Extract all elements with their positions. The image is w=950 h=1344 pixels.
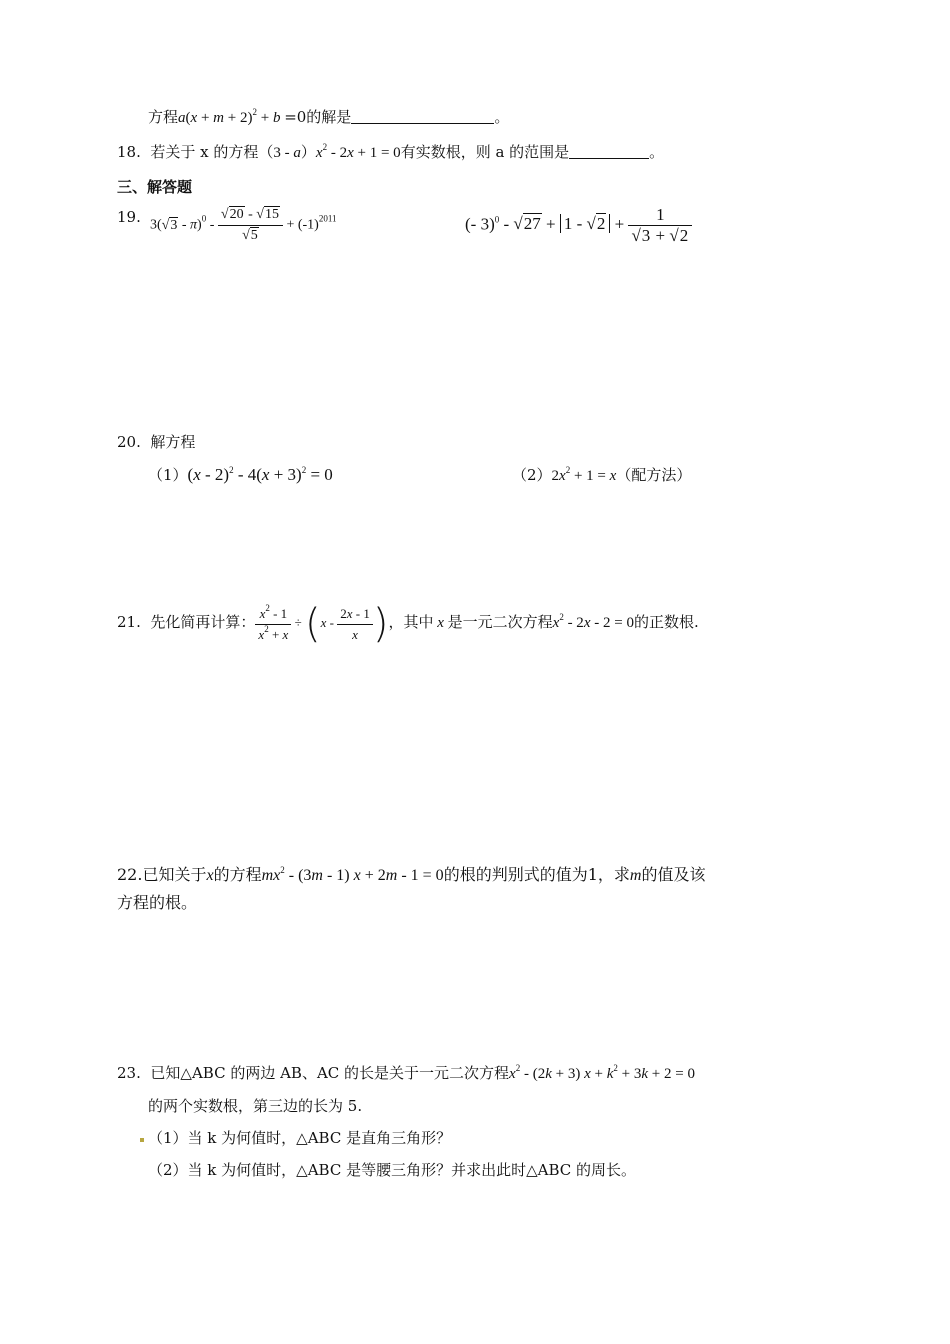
q22-text-b: 的方程 xyxy=(213,865,262,884)
q22-var-x: x xyxy=(206,867,214,884)
q19-expression-1: 3(√3 - π)$^0$ - $\frac{√20 - √15}{√5}$ + $(-1)^{2011}$ xyxy=(150,205,337,246)
q20-part2-note: （配方法） xyxy=(616,466,692,484)
q20-part1-equation: $(x - 2)^2 - 4(x + 3)^2 = 0$ xyxy=(187,465,333,484)
q18-equation: $x^2 - 2x + 1 = 0$ xyxy=(315,142,401,161)
q17-prefix: 方程 xyxy=(148,108,179,126)
q22-line-1 xyxy=(117,865,705,886)
q21-line xyxy=(117,600,699,646)
q19-fraction: $\frac{√20 - √15}{√5}$ xyxy=(218,205,283,246)
q20-part2-label: （2） xyxy=(512,466,552,484)
q23-equation: $x^2 - (2k + 3) x + k^2 + 3k + 2 = 0$ xyxy=(509,1063,695,1082)
q21-equation: $x^2 - 2x - 2 = 0$ xyxy=(552,612,634,631)
q22-number: 22. xyxy=(117,865,143,884)
q18-text-c: 有实数根，则 a 的范围是 xyxy=(400,143,570,161)
q21-var-x: x xyxy=(433,615,448,631)
q18-number: 18. xyxy=(117,143,141,161)
q17-line xyxy=(148,107,509,128)
q17-answer-blank[interactable] xyxy=(351,109,494,124)
q17-end: 。 xyxy=(494,108,510,126)
q23-part2: （2）当 k 为何值时，△ABC 是等腰三角形？并求出此时△ABC 的周长。 xyxy=(148,1161,637,1179)
q21-text-b: ，其中 xyxy=(388,613,434,631)
q20-part1-label: （1） xyxy=(148,466,188,484)
q21-number: 21. xyxy=(117,613,141,631)
q18-line xyxy=(117,142,664,163)
q21-text-a: 先化简再计算： xyxy=(150,613,256,631)
q20-part2 xyxy=(512,465,691,486)
q23-part1: （1）当 k 为何值时，△ABC 是直角三角形？ xyxy=(148,1129,452,1147)
q20-number: 20. xyxy=(117,433,141,451)
q20-part1 xyxy=(148,465,333,485)
q20-title: 解方程 xyxy=(150,433,196,451)
q20-title-line xyxy=(117,432,195,452)
q22-line-2: 方程的根。 xyxy=(117,893,198,912)
q18-answer-blank[interactable] xyxy=(569,144,649,159)
q23-line-2: 的两个实数根，第三边的长为 5. xyxy=(148,1097,363,1115)
q21-text-d: 的正数根. xyxy=(633,613,699,631)
q17-equation: $a(x + m + 2)^2 + b$ xyxy=(178,107,281,126)
q22-var-m: m xyxy=(629,867,642,884)
q22-text-c: 的根的判别式的值为1，求 xyxy=(443,865,630,884)
q23-line-1 xyxy=(117,1063,695,1084)
section-heading: 三、解答题 xyxy=(117,178,193,196)
q18-text-a: 若关于 x 的方程（ xyxy=(150,143,274,161)
q18-text-b: ） xyxy=(300,143,316,161)
q18-end: 。 xyxy=(649,143,665,161)
q22-text-a: 已知关于 xyxy=(142,865,207,884)
q18-coef: 3 - a xyxy=(273,145,301,161)
q21-expression: $\frac{x^2 - 1}{x^2 + x}$ ÷ (x - $\frac{2x - 1}{x}$ ) xyxy=(255,615,388,630)
q17-suffix: =0的解是 xyxy=(284,108,352,126)
q23-text-a: 已知△ABC 的两边 AB、AC 的长是关于一元二次方程 xyxy=(150,1064,510,1082)
stray-mark xyxy=(140,1138,144,1142)
q19-number: 19. xyxy=(117,208,141,226)
q19-fraction-2: $\frac{1}{√3 + √2}$ xyxy=(628,205,692,246)
q23-number: 23. xyxy=(117,1064,141,1082)
q22-equation: $mx^2 - (3m - 1) x + 2m - 1 = 0$ xyxy=(261,865,444,884)
q21-text-c: 是一元二次方程 xyxy=(447,613,553,631)
q19-expression-2: (- 3)$^0$ - √27 + 1 - √2 + $\frac{1}{√3 + √2}$ xyxy=(465,205,692,246)
q22-text-d: 的值及该 xyxy=(641,865,706,884)
q20-part2-equation: $2x^2 + 1 = x$ xyxy=(551,465,617,484)
